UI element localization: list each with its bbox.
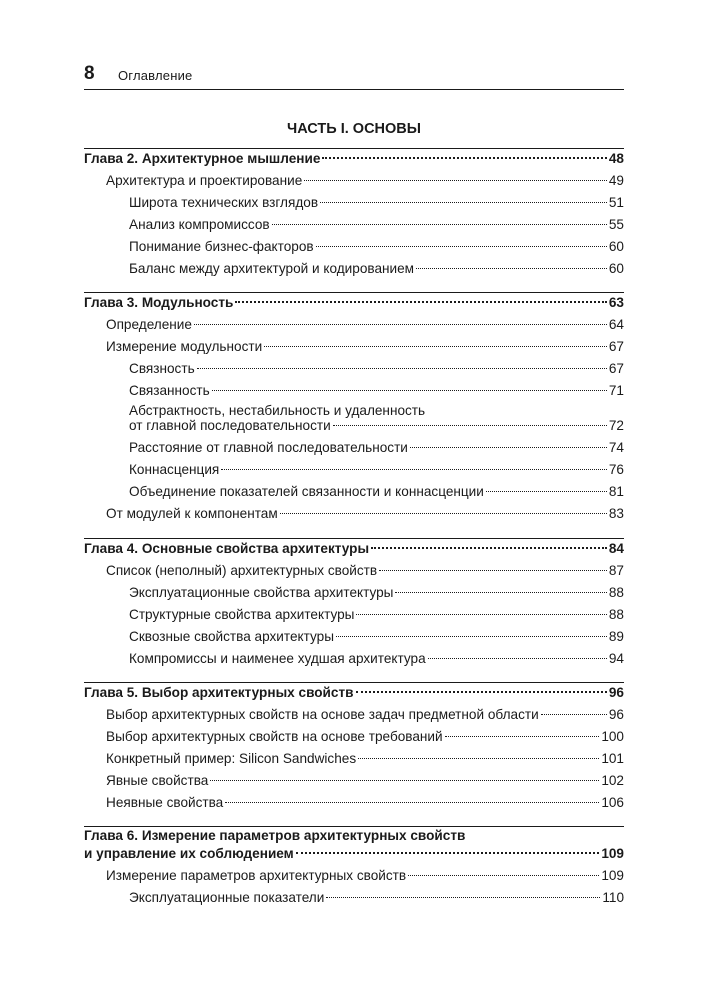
toc-entry-page: 100 bbox=[601, 729, 624, 744]
toc-entry-title: Явные свойства bbox=[106, 773, 209, 788]
toc-entry-title: Конкретный пример: Silicon Sandwiches bbox=[106, 751, 357, 766]
dot-leader bbox=[445, 735, 600, 737]
toc-entry-title: Связанность bbox=[129, 383, 210, 398]
dot-leader bbox=[235, 300, 606, 303]
toc-entry-page: 60 bbox=[608, 261, 624, 276]
toc-entry-page: 67 bbox=[608, 361, 624, 376]
toc-entry-page: 74 bbox=[608, 440, 624, 455]
toc-entry-page: 94 bbox=[608, 651, 624, 666]
toc-entry[interactable] bbox=[106, 171, 624, 191]
dot-leader bbox=[326, 896, 600, 898]
toc-entry-title: Сквозные свойства архитектуры bbox=[129, 629, 334, 644]
part-title: ЧАСТЬ I. ОСНОВЫ bbox=[287, 121, 421, 137]
toc-entry-page: 89 bbox=[608, 629, 624, 644]
toc-entry-title-line2: от главной последовательности bbox=[129, 418, 331, 433]
toc-entry-title: Расстояние от главной последовательности bbox=[129, 440, 408, 455]
toc-entry-page: 109 bbox=[601, 846, 624, 861]
toc-entry-chapter-6[interactable] bbox=[84, 844, 624, 864]
dot-leader bbox=[395, 591, 606, 593]
toc-entry-page: 96 bbox=[608, 707, 624, 722]
dot-leader bbox=[304, 179, 607, 181]
toc-entry-title: Глава 2. Архитектурное мышление bbox=[84, 151, 321, 166]
toc-entry-title: Глава 5. Выбор архитектурных свойств bbox=[84, 685, 354, 700]
toc-entry-page: 81 bbox=[608, 484, 624, 499]
dot-leader bbox=[316, 245, 607, 247]
toc-entry-title: Объединение показателей связанности и коннасценции bbox=[129, 484, 484, 499]
toc-entry-title: Баланс между архитектурой и кодированием bbox=[129, 261, 415, 276]
toc-entry[interactable] bbox=[129, 259, 624, 279]
toc-entry-page: 102 bbox=[601, 773, 624, 788]
toc-entry-title: Эксплуатационные свойства архитектуры bbox=[129, 585, 394, 600]
toc-entry[interactable] bbox=[106, 727, 624, 747]
dot-leader bbox=[356, 690, 607, 693]
dot-leader bbox=[428, 657, 607, 659]
toc-entry-title: Широта технических взглядов bbox=[129, 195, 319, 210]
toc-entry-chapter-2[interactable] bbox=[84, 149, 624, 169]
toc-entry[interactable] bbox=[129, 460, 624, 480]
dot-leader bbox=[356, 613, 606, 615]
toc-entry-page: 84 bbox=[608, 541, 624, 556]
toc-entry[interactable] bbox=[129, 649, 624, 669]
dot-leader bbox=[320, 201, 607, 203]
toc-entry[interactable] bbox=[129, 438, 624, 458]
toc-entry[interactable] bbox=[129, 193, 624, 213]
toc-entry[interactable] bbox=[129, 381, 624, 401]
toc-entry-page: 101 bbox=[601, 751, 624, 766]
toc-entry-page: 87 bbox=[608, 563, 624, 578]
toc-entry-title: Выбор архитектурных свойств на основе задач предметной области bbox=[106, 707, 539, 722]
toc-entry-title: Выбор архитектурных свойств на основе требований bbox=[106, 729, 443, 744]
dot-leader bbox=[410, 446, 607, 448]
toc-entry-chapter-3[interactable] bbox=[84, 293, 624, 313]
toc-entry[interactable] bbox=[106, 866, 624, 886]
toc-entry-chapter-5[interactable] bbox=[84, 683, 624, 703]
toc-entry[interactable] bbox=[129, 482, 624, 502]
dot-leader bbox=[358, 757, 599, 759]
toc-entry-page: 55 bbox=[608, 217, 624, 232]
toc-entry-chapter-4[interactable] bbox=[84, 539, 624, 559]
toc-entry-title: Измерение модульности bbox=[106, 339, 263, 354]
toc-entry[interactable] bbox=[129, 583, 624, 603]
toc-entry[interactable] bbox=[129, 359, 624, 379]
toc-entry[interactable] bbox=[129, 605, 624, 625]
toc-entry-title-line2: и управление их соблюдением bbox=[84, 846, 294, 861]
dot-leader bbox=[197, 367, 607, 369]
dot-leader bbox=[225, 801, 599, 803]
toc-entry-title: Определение bbox=[106, 317, 192, 332]
toc-entry-page: 60 bbox=[608, 239, 624, 254]
toc-entry-title: Связность bbox=[129, 361, 195, 376]
dot-leader bbox=[379, 569, 607, 571]
toc-entry-title: Измерение параметров архитектурных свойств bbox=[106, 868, 407, 883]
dot-leader bbox=[280, 512, 607, 514]
toc-entry-page: 83 bbox=[608, 506, 624, 521]
toc-entry[interactable] bbox=[129, 888, 624, 908]
toc-entry-page: 110 bbox=[602, 890, 624, 905]
toc-entry-page: 72 bbox=[608, 418, 624, 433]
page-header bbox=[84, 61, 624, 90]
page-number: 8 bbox=[84, 63, 95, 84]
dot-leader bbox=[486, 490, 607, 492]
toc-entry-page: 76 bbox=[608, 462, 624, 477]
dot-leader bbox=[212, 389, 607, 391]
toc-entry[interactable] bbox=[106, 315, 624, 335]
toc-entry[interactable] bbox=[106, 771, 624, 791]
toc-entry-title: Структурные свойства архитектуры bbox=[129, 607, 355, 622]
toc-entry[interactable] bbox=[106, 337, 624, 357]
toc-entry-page: 64 bbox=[608, 317, 624, 332]
toc-entry[interactable] bbox=[129, 627, 624, 647]
toc-entry-title: Коннасценция bbox=[129, 462, 220, 477]
toc-entry[interactable] bbox=[129, 416, 624, 436]
toc-entry-page: 49 bbox=[608, 173, 624, 188]
toc-entry[interactable] bbox=[106, 504, 624, 524]
toc-entry-page: 96 bbox=[608, 685, 624, 700]
toc-entry-page: 71 bbox=[608, 383, 624, 398]
toc-entry-page: 67 bbox=[608, 339, 624, 354]
dot-leader bbox=[210, 779, 599, 781]
toc-entry[interactable] bbox=[106, 793, 624, 813]
toc-entry-title: Понимание бизнес-факторов bbox=[129, 239, 314, 254]
toc-entry-title: Глава 4. Основные свойства архитектуры bbox=[84, 541, 370, 556]
toc-entry-page: 63 bbox=[608, 295, 624, 310]
dot-leader bbox=[333, 424, 607, 426]
dot-leader bbox=[272, 223, 607, 225]
toc-entry-title: Компромиссы и наименее худшая архитектура bbox=[129, 651, 426, 666]
toc-entry-page: 106 bbox=[601, 795, 624, 810]
toc-entry[interactable] bbox=[129, 237, 624, 257]
toc-entry-page: 88 bbox=[608, 607, 624, 622]
toc-entry-title: Неявные свойства bbox=[106, 795, 224, 810]
toc-entry-page: 51 bbox=[608, 195, 624, 210]
dot-leader bbox=[336, 635, 607, 637]
toc-entry-page: 48 bbox=[608, 151, 624, 166]
dot-leader bbox=[322, 156, 606, 159]
dot-leader bbox=[194, 323, 607, 325]
dot-leader bbox=[541, 713, 607, 715]
toc-entry-title: Анализ компромиссов bbox=[129, 217, 270, 232]
dot-leader bbox=[264, 345, 607, 347]
toc-entry-chapter-6-line1[interactable]: Глава 6. Измерение параметров архитектурных свойств bbox=[84, 828, 466, 843]
dot-leader bbox=[371, 546, 607, 549]
toc-entry[interactable] bbox=[106, 561, 624, 581]
dot-leader bbox=[296, 851, 600, 854]
toc-entry[interactable] bbox=[106, 705, 624, 725]
toc-entry-title: Список (неполный) архитектурных свойств bbox=[106, 563, 378, 578]
dot-leader bbox=[221, 468, 607, 470]
toc-entry-title: Архитектура и проектирование bbox=[106, 173, 303, 188]
toc-entry-page: 88 bbox=[608, 585, 624, 600]
toc-entry-title: От модулей к компонентам bbox=[106, 506, 278, 521]
dot-leader bbox=[416, 267, 607, 269]
toc-entry-page: 109 bbox=[601, 868, 624, 883]
toc-entry-title-line1[interactable]: Абстрактность, нестабильность и удаленность bbox=[129, 403, 426, 418]
toc-entry-title: Эксплуатационные показатели bbox=[129, 890, 325, 905]
toc-entry[interactable] bbox=[129, 215, 624, 235]
toc-entry-title: Глава 3. Модульность bbox=[84, 295, 234, 310]
toc-entry[interactable] bbox=[106, 749, 624, 769]
running-title: Оглавление bbox=[118, 68, 193, 83]
dot-leader bbox=[408, 874, 599, 876]
